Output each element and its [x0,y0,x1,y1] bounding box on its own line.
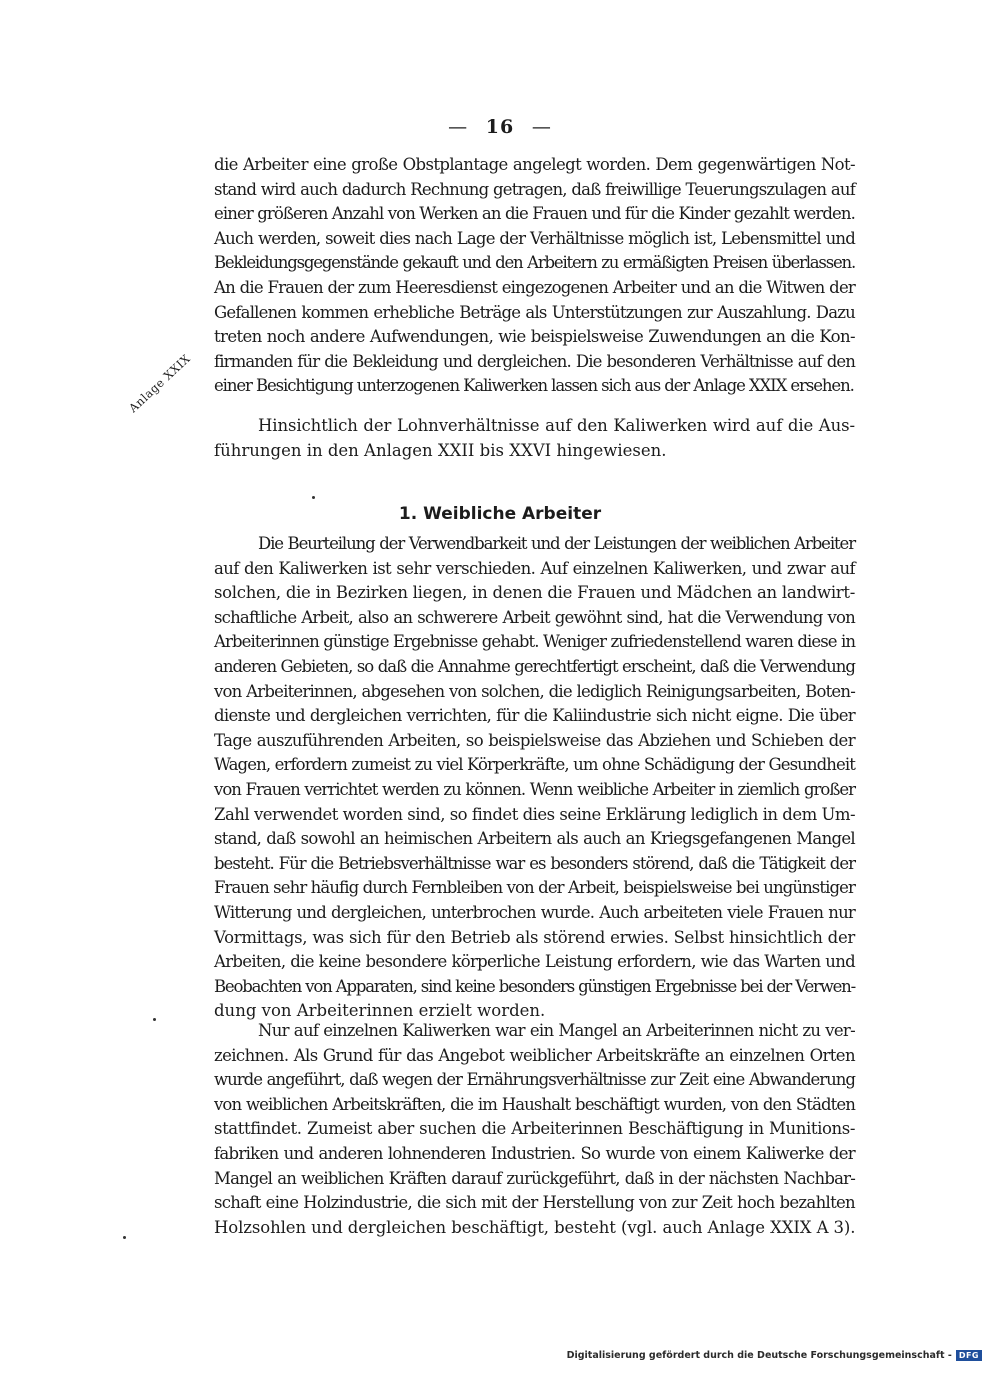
text-line: dienste und dergleichen verrichten, für die Kaliindustrie sich nicht eigne. Die über [214,706,855,726]
page-number-dash-right: — [531,116,552,138]
page-number: 16 [485,116,515,138]
text-line: Holzsohlen und dergleichen beschäftigt, besteht (vgl. auch Anlage XXIX A 3). [214,1217,856,1237]
footer-credit [567,1350,982,1361]
text-line: Hinsichtlich der Lohnverhältnisse auf den Kaliwerken wird auf die Aus- [258,416,855,435]
lohn-paragraph [214,414,855,463]
text-line: führungen in den Anlagen XXII bis XXVI hingewiesen. [214,440,667,460]
text-line: schaftliche Arbeit, also an schwerere Arbeit gewöhnt sind, hat die Verwendung von [214,607,855,627]
print-speck [123,1236,126,1239]
text-line: An die Frauen der zum Heeresdienst eingezogenen Arbeiter und an die Witwen der [214,277,855,297]
text-line: Tage auszuführenden Arbeiten, so beispielsweise das Abziehen und Schieben der [214,730,855,750]
intro-paragraph [214,153,855,399]
text-line: von weiblichen Arbeitskräften, die im Haushalt beschäftigt wurden, von den Städten [214,1094,855,1114]
text-line: Bekleidungsgegenstände gekauft und den Arbeitern zu ermäßigten Preisen überlassen. [214,253,855,273]
text-line: solchen, die in Bezirken liegen, in denen die Frauen und Mädchen an landwirt- [214,583,855,603]
text-line: fabriken und anderen lohnenderen Industrien. So wurde von einem Kaliwerke der [214,1143,855,1163]
text-line: stand, daß sowohl an heimischen Arbeitern als auch an Kriegsgefangenen Mangel [214,829,855,849]
text-line: Zahl verwendet worden sind, so findet dies seine Erklärung lediglich in dem Um- [214,804,856,824]
final-paragraph [214,1019,855,1240]
text-line: Nur auf einzelnen Kaliwerken war ein Mangel an Arbeiterinnen nicht zu ver- [258,1021,855,1040]
margin-note-anlage: Anlage XXIX [126,351,194,416]
text-line: zeichnen. Als Grund für das Angebot weiblicher Arbeitskräfte an einzelnen Orten [214,1045,855,1065]
section-paragraph [214,532,855,1024]
text-line: wurde angeführt, daß wegen der Ernährungsverhältnisse zur Zeit eine Abwanderung [214,1070,855,1090]
page-number-line [0,116,1000,138]
text-line: stand wird auch dadurch Rechnung getragen, daß freiwillige Teuerungszulagen auf [214,179,855,199]
print-speck [153,1018,156,1021]
text-line: Vormittags, was sich für den Betrieb als störend erwies. Selbst hinsichtlich der [214,927,855,947]
text-line: einer Besichtigung unterzogenen Kaliwerken lassen sich aus der Anlage XXIX ersehen. [214,376,854,396]
text-line: anderen Gebieten, so daß die Annahme gerechtfertigt erscheint, daß die Verwendung [214,656,855,676]
text-line: Arbeiterinnen günstige Ergebnisse gehabt. Weniger zufriedenstellend waren diese in [214,632,856,652]
text-line: Wagen, erfordern zumeist zu viel Körperkräfte, um ohne Schädigung der Gesundheit [214,755,855,775]
text-line: besteht. Für die Betriebsverhältnisse war es besonders störend, daß die Tätigkeit der [214,853,855,873]
text-line: stattfindet. Zumeist aber suchen die Arbeiterinnen Beschäftigung in Munitions- [214,1119,855,1139]
section-heading: 1. Weibliche Arbeiter [398,504,602,524]
text-line: dung von Arbeiterinnen erzielt worden. [214,1001,546,1021]
text-line: Witterung und dergleichen, unterbrochen wurde. Auch arbeiteten viele Frauen nur [214,902,855,922]
text-line: schaft eine Holzindustrie, die sich mit der Herstellung von zur Zeit hoch bezahlten [214,1193,855,1213]
text-line: Mangel an weiblichen Kräften darauf zurückgeführt, daß in der nächsten Nachbar- [214,1168,855,1188]
text-line: Auch werden, soweit dies nach Lage der Verhältnisse möglich ist, Lebensmittel und [214,228,855,248]
print-speck [312,496,315,499]
text-line: Die Beurteilung der Verwendbarkeit und der Leistungen der weiblichen Arbeiter [258,534,855,553]
page-number-dash-left: — [448,116,469,138]
text-line: Arbeiten, die keine besondere körperliche Leistung erfordern, wie das Warten und [214,952,855,972]
text-line: einer größeren Anzahl von Werken an die Frauen und für die Kinder gezahlt werden. [214,204,855,224]
text-line: von Frauen verrichtet werden zu können. Wenn weibliche Arbeiter in ziemlich großer [214,779,855,799]
text-line: die Arbeiter eine große Obstplantage angelegt worden. Dem gegenwärtigen Not- [214,155,855,174]
text-line: Frauen sehr häufig durch Fernbleiben von der Arbeit, beispielsweise bei ungünstiger [214,878,855,898]
text-line: Gefallenen kommen erhebliche Beträge als Unterstützungen zur Auszahlung. Dazu [214,302,855,322]
text-line: firmanden für die Bekleidung und dergleichen. Die besonderen Verhältnisse auf den [214,351,855,371]
text-line: von Arbeiterinnen, abgesehen von solchen, die lediglich Reinigungsarbeiten, Boten- [214,681,855,701]
footer-text: Digitalisierung gefördert durch die Deutsche Forschungsgemeinschaft - [566,1350,952,1361]
text-line: auf den Kaliwerken ist sehr verschieden. Auf einzelnen Kaliwerken, und zwar auf [214,558,855,578]
dfg-logo: DFG [956,1350,982,1361]
text-line: treten noch andere Aufwendungen, wie beispielsweise Zuwendungen an die Kon- [214,327,855,347]
text-line: Beobachten von Apparaten, sind keine besonders günstigen Ergebnisse bei der Verwen- [214,976,855,996]
